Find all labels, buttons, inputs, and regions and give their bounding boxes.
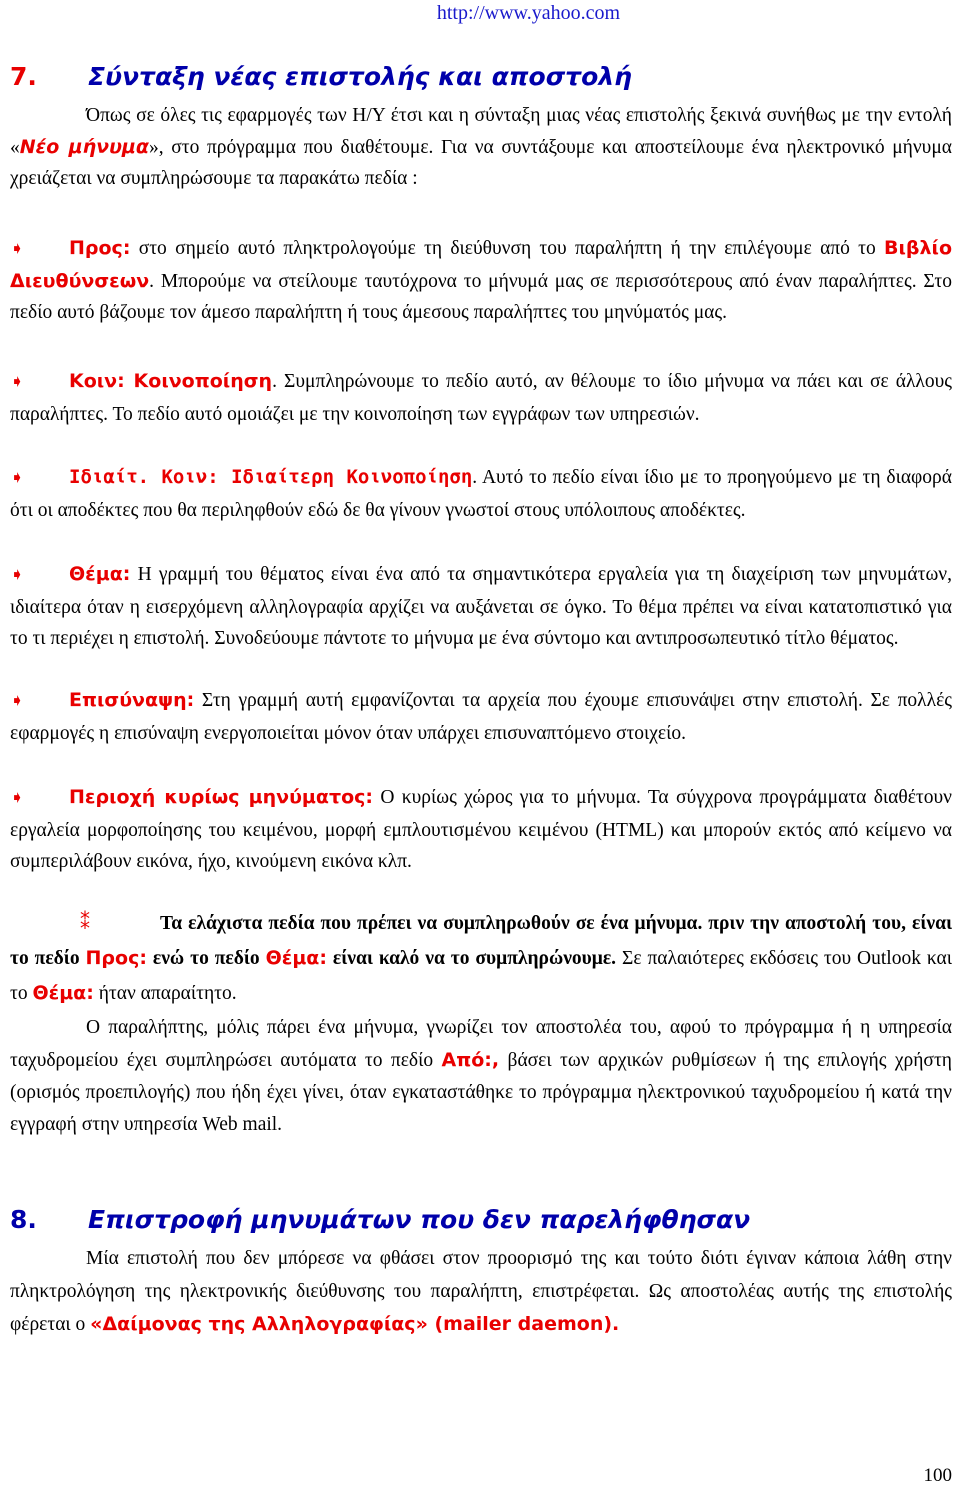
note-to-label: Προς: [85,947,147,969]
intro-text-2: », στο πρόγραμμα που διαθέτουμε. Για να συντάξουμε και αποστείλουμε ένα ηλεκτρονικό μήνυμα χρειάζεται να συμπληρώσουμε τα παρακάτω πεδία : [10,136,952,190]
page-number: 100 [923,1465,952,1486]
note-bold-text-3: είναι καλό να το συμπληρώνουμε. [326,948,617,969]
field-cc-paragraph [10,366,952,430]
field-attachment-label: Επισύναψη: [69,689,195,711]
field-subject-paragraph [10,559,952,655]
field-body-label: Περιοχή κυρίως μηνύματος: [69,786,373,808]
field-bcc-text: . Αυτό το πεδίο είναι ίδιο με το προηγούμενο με τη διαφορά ότι οι αποδέκτες που θα περιληφθούν εδώ δε θα γίνουν γνωστοί στους υπόλοιπους αποδέκτες. [10,467,952,521]
note-text: Σε παλαιότερες εκδόσεις του Outlook και το [10,948,952,1004]
field-body-text: Ο κυρίως χώρος για το μήνυμα. Τα σύγχρονα προγράμματα διαθέτουν εργαλεία μορφοποίησης του κειμένου, μορφή εμπλουτισμένου κειμένου (HTML) και μπορούν εκτός από κείμενο να συμπεριλάβουν εικόνα, ήχο, κινούμενη εικόνα κλπ. [10,787,952,873]
from-field-paragraph [10,1012,952,1141]
field-bcc-label: Ιδιαίτ. Κοιν: Ιδιαίτερη Κοινοποίηση [69,466,473,488]
bullet-icon: ➧ [10,788,25,808]
bullet-icon: ➧ [10,468,25,488]
note-text-2: ήταν απαραίτητο. [93,983,237,1004]
address-book-link: Βιβλίο Διευθύνσεων [10,237,952,292]
section-8-text: Μία επιστολή που δεν μπόρεσε να φθάσει στον προορισμό της και τούτο διότι έγιναν κάποια λάθη στην πληκτρολόγηση της ηλεκτρονικής διεύθυνσης του παραλήπτη, επιστρέφεται. Ως αποστολέας αυτής της επιστολής φέρεται ο [10,1248,952,1335]
note-subject-label: Θέμα: [265,947,327,969]
note-subject-label-2: Θέμα: [32,982,94,1004]
from-label: Από:, [441,1049,500,1071]
section-7-number: 7. [10,62,37,91]
field-subject-text: Η γραμμή του θέματος είναι ένα από τα σημαντικότερα εργαλεία για τη διαχείριση των μηνυμάτων, ιδιαίτερα όταν η εισερχόμενη αλληλογραφία αρχίζει να αυξάνεται σε όγκο. Το θέμα πρέπει να είναι κατατοπιστικό για το τι περιέχει η επιστολή. Συνοδεύουμε πάντοτε το μήνυμα με ένα σύντομο και αντιπροσωπευτικό τίτλο θέματος. [10,564,952,650]
section-8-heading [10,1205,750,1234]
from-text-2: βάσει των αρχικών ρυθμίσεων ή της επιλογής χρήστη (ορισμός προεπιλογής) που ήδη έχει γίνει, όταν εγκαταστάθηκε το πρόγραμμα ηλεκτρονικού ταχυδρομείου ή κατά την εγγραφή στην υπηρεσία Web mail. [10,1050,952,1135]
field-body-paragraph [10,782,952,878]
from-text: Ο παραλήπτης, μόλις πάρει ένα μήνυμα, γνωρίζει τον αποστολέα του, αφού το πρόγραμμα ή η υπηρεσία ταχυδρομείου έχει συμπληρώσει αυτόματα το πεδίο [10,1017,952,1071]
field-to-text: στο σημείο αυτό πληκτρολογούμε τη διεύθυνση του παραλήπτη ή την επιλέγουμε από το [130,238,885,259]
section-7-title: Σύνταξη νέας επιστολής και αποστολή [88,62,632,91]
field-to-paragraph [10,233,952,329]
field-subject-label: Θέμα: [69,563,131,585]
field-cc-label: Κοιν: Κοινοποίηση [69,370,273,392]
field-to-text-2: . Μπορούμε να στείλουμε ταυτόχρονα το μήνυμά μας σε περισσότερους από έναν παραλήπτες. Στο πεδίο αυτό βάζουμε τον άμεσο παραλήπτη ή τους άμεσους παραλήπτες του μηνύματός μας. [10,270,952,324]
section-8-number: 8. [10,1205,37,1234]
section-8-paragraph [10,1242,952,1341]
mailer-daemon-label: «Δαίμονας της Αλληλογραφίας» (mailer daemon). [90,1313,620,1335]
bullet-icon: ➧ [10,239,25,259]
new-message-command: Νέο μήνυμα [19,135,149,158]
field-attachment-text: Στη γραμμή αυτή εμφανίζονται τα αρχεία που έχουμε επισυνάψει στην επιστολή. Σε πολλές εφαρμογές η επισύναψη ενεργοποιείται μόνον όταν υπάρχει επισυναπτόμενο στοιχείο. [10,690,952,744]
section-7-heading [10,62,632,91]
bullet-icon: ➧ [10,691,25,711]
asterism-icon: ⁑ [80,912,90,934]
field-cc-text: . Συμπληρώνουμε το πεδίο αυτό, αν θέλουμε το ίδιο μήνυμα να πάει και σε άλλους παραλήπτες. Το πεδίο αυτό ομοιάζει με την κοινοποίηση των εγγράφων των υπηρεσιών. [10,371,952,425]
field-bcc-paragraph [10,462,952,526]
note-bold-text-2: ενώ το πεδίο [146,948,266,969]
section-8-title: Επιστροφή μηνυμάτων που δεν παρελήφθησαν [88,1205,751,1234]
field-attachment-paragraph [10,685,952,749]
bullet-icon: ➧ [10,565,25,585]
minimum-fields-note [10,906,952,1011]
intro-text: Όπως σε όλες τις εφαρμογές των Η/Υ έτσι και η σύνταξη μιας νέας επιστολής ξεκινά συνήθως με την εντολή « [10,105,952,158]
field-to-label: Προς: [69,237,131,259]
bullet-icon: ➧ [10,372,25,392]
note-bold-text: Τα ελάχιστα πεδία που πρέπει να συμπληρωθούν σε ένα μήνυμα. πριν την αποστολή του, είναι το πεδίο [10,913,952,969]
header-url[interactable]: http://www.yahoo.com [436,2,620,24]
section-7-intro [10,100,952,195]
